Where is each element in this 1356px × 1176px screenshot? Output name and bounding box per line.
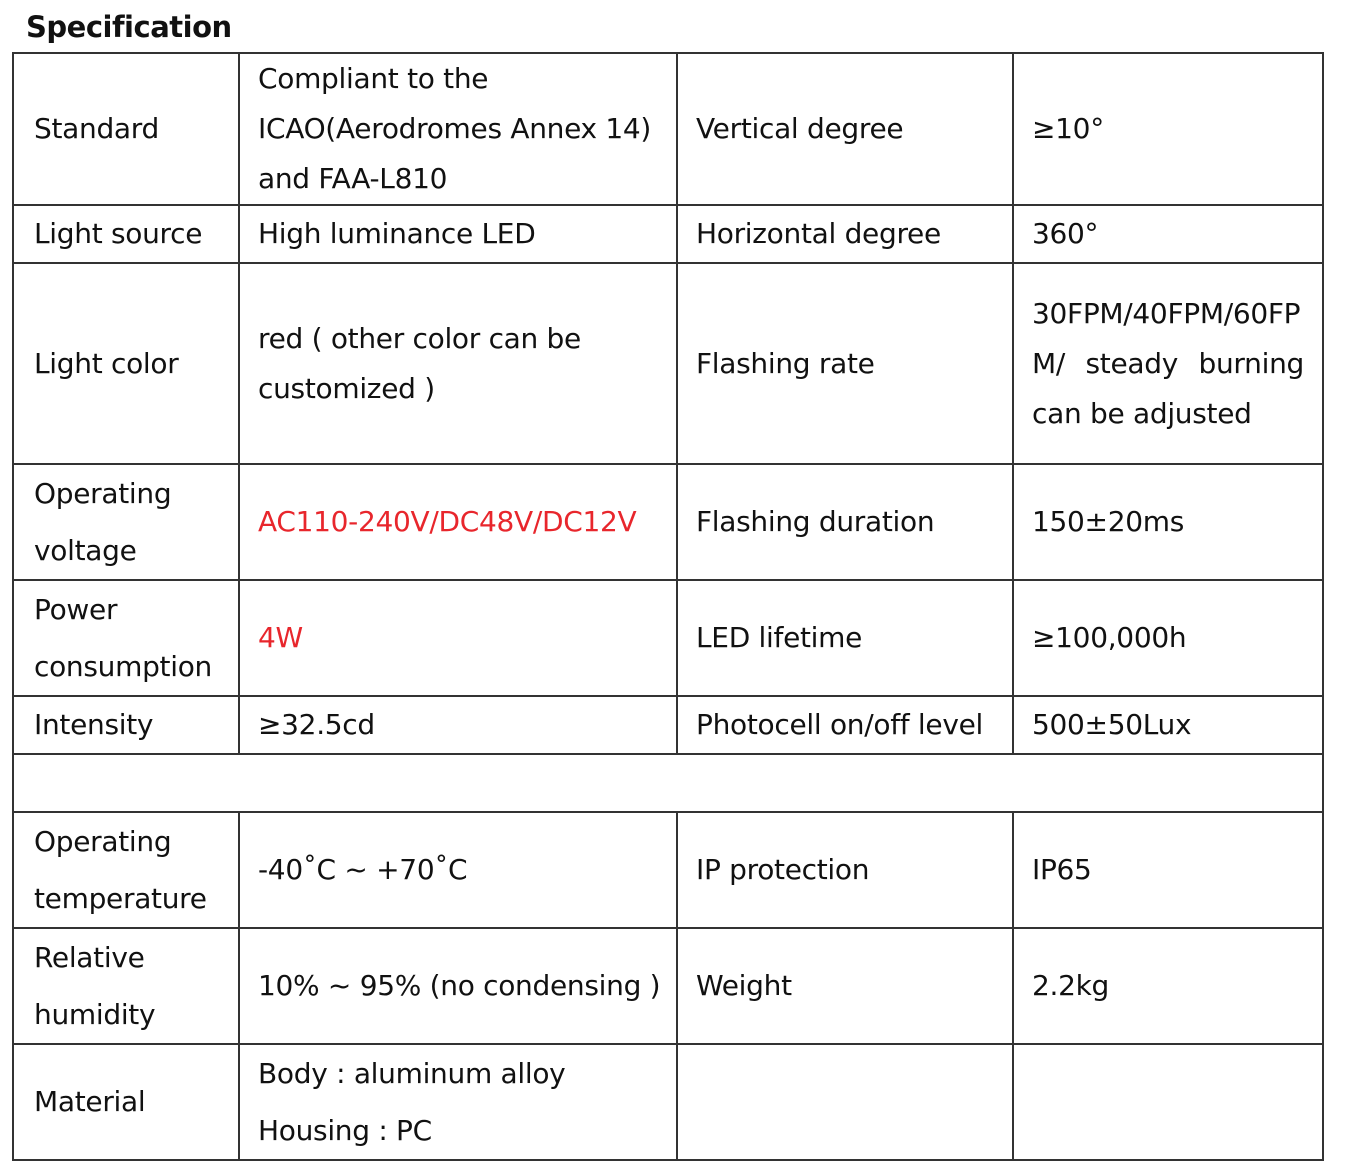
- spec-value-operating-voltage: AC110-240V/DC48V/DC12V: [239, 464, 677, 580]
- table-row: [13, 205, 1323, 263]
- table-row: [13, 812, 1323, 928]
- spec-value-ip-protection: IP65: [1013, 812, 1323, 928]
- spec-label-material: Material: [13, 1044, 239, 1160]
- table-row: [13, 53, 1323, 205]
- spec-value-vertical-degree: ≥10°: [1013, 53, 1323, 205]
- spec-value-line: Housing : PC: [258, 1114, 432, 1147]
- spec-value-intensity: ≥32.5cd: [239, 696, 677, 754]
- spec-value-flashing-rate: 30FPM/40FPM/60FPM/ steady burning can be adjusted: [1013, 263, 1323, 464]
- spec-value-horizontal-degree: 360°: [1013, 205, 1323, 263]
- spec-value-empty: [1013, 1044, 1323, 1160]
- table-row: [13, 580, 1323, 696]
- spec-value-relative-humidity: 10% ~ 95% (no condensing ): [239, 928, 677, 1044]
- table-row-empty: [13, 754, 1323, 812]
- spec-value-line: ICAO(Aerodromes Annex 14): [258, 112, 652, 145]
- spec-label-flashing-rate: Flashing rate: [677, 263, 1013, 464]
- spec-label-weight: Weight: [677, 928, 1013, 1044]
- table-row: [13, 696, 1323, 754]
- table-row: [13, 263, 1323, 464]
- spec-label-flashing-duration: Flashing duration: [677, 464, 1013, 580]
- spec-label-operating-voltage: Operating voltage: [13, 464, 239, 580]
- spec-value-line: and FAA-L810: [258, 162, 448, 195]
- spec-label-intensity: Intensity: [13, 696, 239, 754]
- spec-label-empty: [677, 1044, 1013, 1160]
- spec-label-light-source: Light source: [13, 205, 239, 263]
- spec-label-photocell-level: Photocell on/off level: [677, 696, 1013, 754]
- table-row: [13, 928, 1323, 1044]
- spec-label-vertical-degree: Vertical degree: [677, 53, 1013, 205]
- spec-value-operating-temperature: -40˚C ~ +70˚C: [239, 812, 677, 928]
- spec-value-standard: [239, 53, 677, 205]
- page-title: Specification: [26, 10, 232, 44]
- spec-label-led-lifetime: LED lifetime: [677, 580, 1013, 696]
- spec-label-standard: Standard: [13, 53, 239, 205]
- spec-value-power-consumption: 4W: [239, 580, 677, 696]
- spec-value-light-color: red ( other color can be customized ): [239, 263, 677, 464]
- table-row: [13, 464, 1323, 580]
- spec-value-line: Compliant to the: [258, 62, 489, 95]
- spec-value-material: [239, 1044, 677, 1160]
- spec-value-light-source: High luminance LED: [239, 205, 677, 263]
- spec-label-horizontal-degree: Horizontal degree: [677, 205, 1013, 263]
- specification-table: [12, 52, 1324, 1161]
- spec-label-operating-temperature: Operating temperature: [13, 812, 239, 928]
- spec-value-weight: 2.2kg: [1013, 928, 1323, 1044]
- spec-label-relative-humidity: Relative humidity: [13, 928, 239, 1044]
- spec-label-ip-protection: IP protection: [677, 812, 1013, 928]
- spec-value-led-lifetime: ≥100,000h: [1013, 580, 1323, 696]
- spec-label-power-consumption: Power consumption: [13, 580, 239, 696]
- spec-value-flashing-duration: 150±20ms: [1013, 464, 1323, 580]
- spec-label-light-color: Light color: [13, 263, 239, 464]
- empty-cell: [13, 754, 1323, 812]
- table-row: [13, 1044, 1323, 1160]
- spec-value-photocell-level: 500±50Lux: [1013, 696, 1323, 754]
- spec-value-line: Body : aluminum alloy: [258, 1057, 566, 1090]
